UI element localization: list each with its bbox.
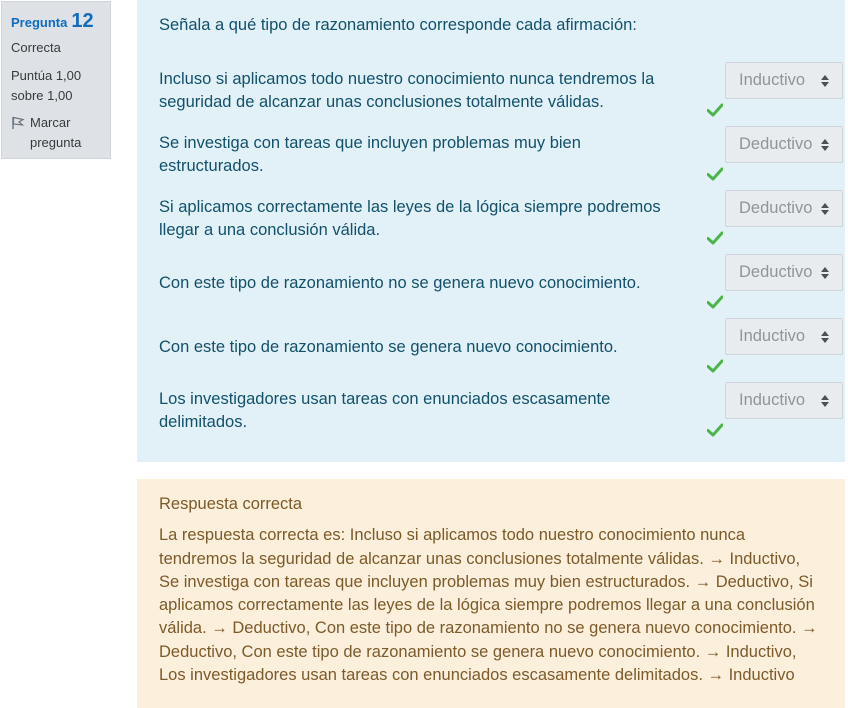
select-arrows-icon	[821, 139, 829, 151]
select-arrows-icon	[821, 267, 829, 279]
statement-text: Con este tipo de razonamiento se genera nuevo conocimiento.	[159, 337, 618, 356]
question-info-panel	[1, 1, 111, 159]
statement-text: Con este tipo de razonamiento no se genera nuevo conocimiento.	[159, 273, 641, 292]
answer-select[interactable]	[725, 126, 843, 163]
answer-select[interactable]	[725, 254, 843, 291]
feedback-title: Respuesta correcta	[159, 495, 303, 513]
flag-label-line-2: pregunta	[30, 135, 82, 150]
answer-select[interactable]	[725, 318, 843, 355]
select-value: Inductivo	[739, 391, 806, 409]
correct-check-icon	[707, 423, 723, 437]
answer-row	[159, 318, 839, 378]
question-state: Correcta	[11, 40, 61, 55]
correct-check-icon	[707, 103, 723, 117]
select-value: Deductivo	[739, 263, 813, 281]
answer-row	[159, 62, 839, 122]
statement-text: Si aplicamos correctamente las leyes de la lógica siempre podremos llegar a una conclusión válida.	[159, 198, 661, 239]
select-arrows-icon	[821, 203, 829, 215]
answer-row	[159, 190, 839, 250]
select-value: Deductivo	[739, 135, 813, 153]
correct-check-icon	[707, 231, 723, 245]
select-value: Inductivo	[739, 71, 806, 89]
question-grade	[11, 66, 101, 106]
statement-text: Incluso si aplicamos todo nuestro conocimiento nunca tendremos la seguridad de alcanzar unas conclusiones totalmente válidas.	[159, 70, 655, 111]
grade-line-2: sobre 1,00	[11, 88, 73, 103]
feedback-panel	[137, 479, 845, 708]
answer-select[interactable]	[725, 190, 843, 227]
correct-check-icon	[707, 295, 723, 309]
answer-row	[159, 382, 839, 442]
answer-row	[159, 254, 839, 314]
answer-row	[159, 126, 839, 186]
select-value: Inductivo	[739, 327, 806, 345]
answer-select[interactable]	[725, 62, 843, 99]
question-number: 12	[71, 10, 94, 32]
statement-text: Los investigadores usan tareas con enunciados escasamente delimitados.	[159, 390, 611, 431]
flag-question-link[interactable]	[11, 113, 101, 153]
select-arrows-icon	[821, 75, 829, 87]
question-label: Pregunta	[11, 15, 68, 30]
flag-label-line-1: Marcar	[30, 115, 71, 130]
select-value: Deductivo	[739, 199, 813, 217]
correct-answer-text: La respuesta correcta es: Incluso si aplicamos todo nuestro conocimiento nunca tendremos la seguridad de alcanzar unas conclusiones totalmente válidas. → Inductivo, Se investiga con tareas que incluyen problemas muy bien estructurados. → Deductivo, Si aplicamos correctamente las leyes de la lógica siempre podremos llegar a una conclusión válida. → Deductivo, Con este tipo de razonamiento no se genera nuevo conocimiento. → Deductivo, Con este tipo de razonamiento se genera nuevo conocimiento. → Inductivo, Los investigadores usan tareas con enunciados escasamente delimitados. → Inductivo	[159, 526, 818, 685]
answer-select[interactable]	[725, 382, 843, 419]
question-formulation	[137, 0, 845, 462]
question-heading	[11, 10, 101, 34]
correct-check-icon	[707, 167, 723, 181]
correct-check-icon	[707, 359, 723, 373]
select-arrows-icon	[821, 331, 829, 343]
grade-line-1: Puntúa 1,00	[11, 68, 82, 83]
flag-icon	[11, 116, 25, 130]
question-prompt: Señala a qué tipo de razonamiento corresponde cada afirmación:	[159, 16, 637, 34]
statement-text: Se investiga con tareas que incluyen problemas muy bien estructurados.	[159, 134, 581, 175]
select-arrows-icon	[821, 395, 829, 407]
